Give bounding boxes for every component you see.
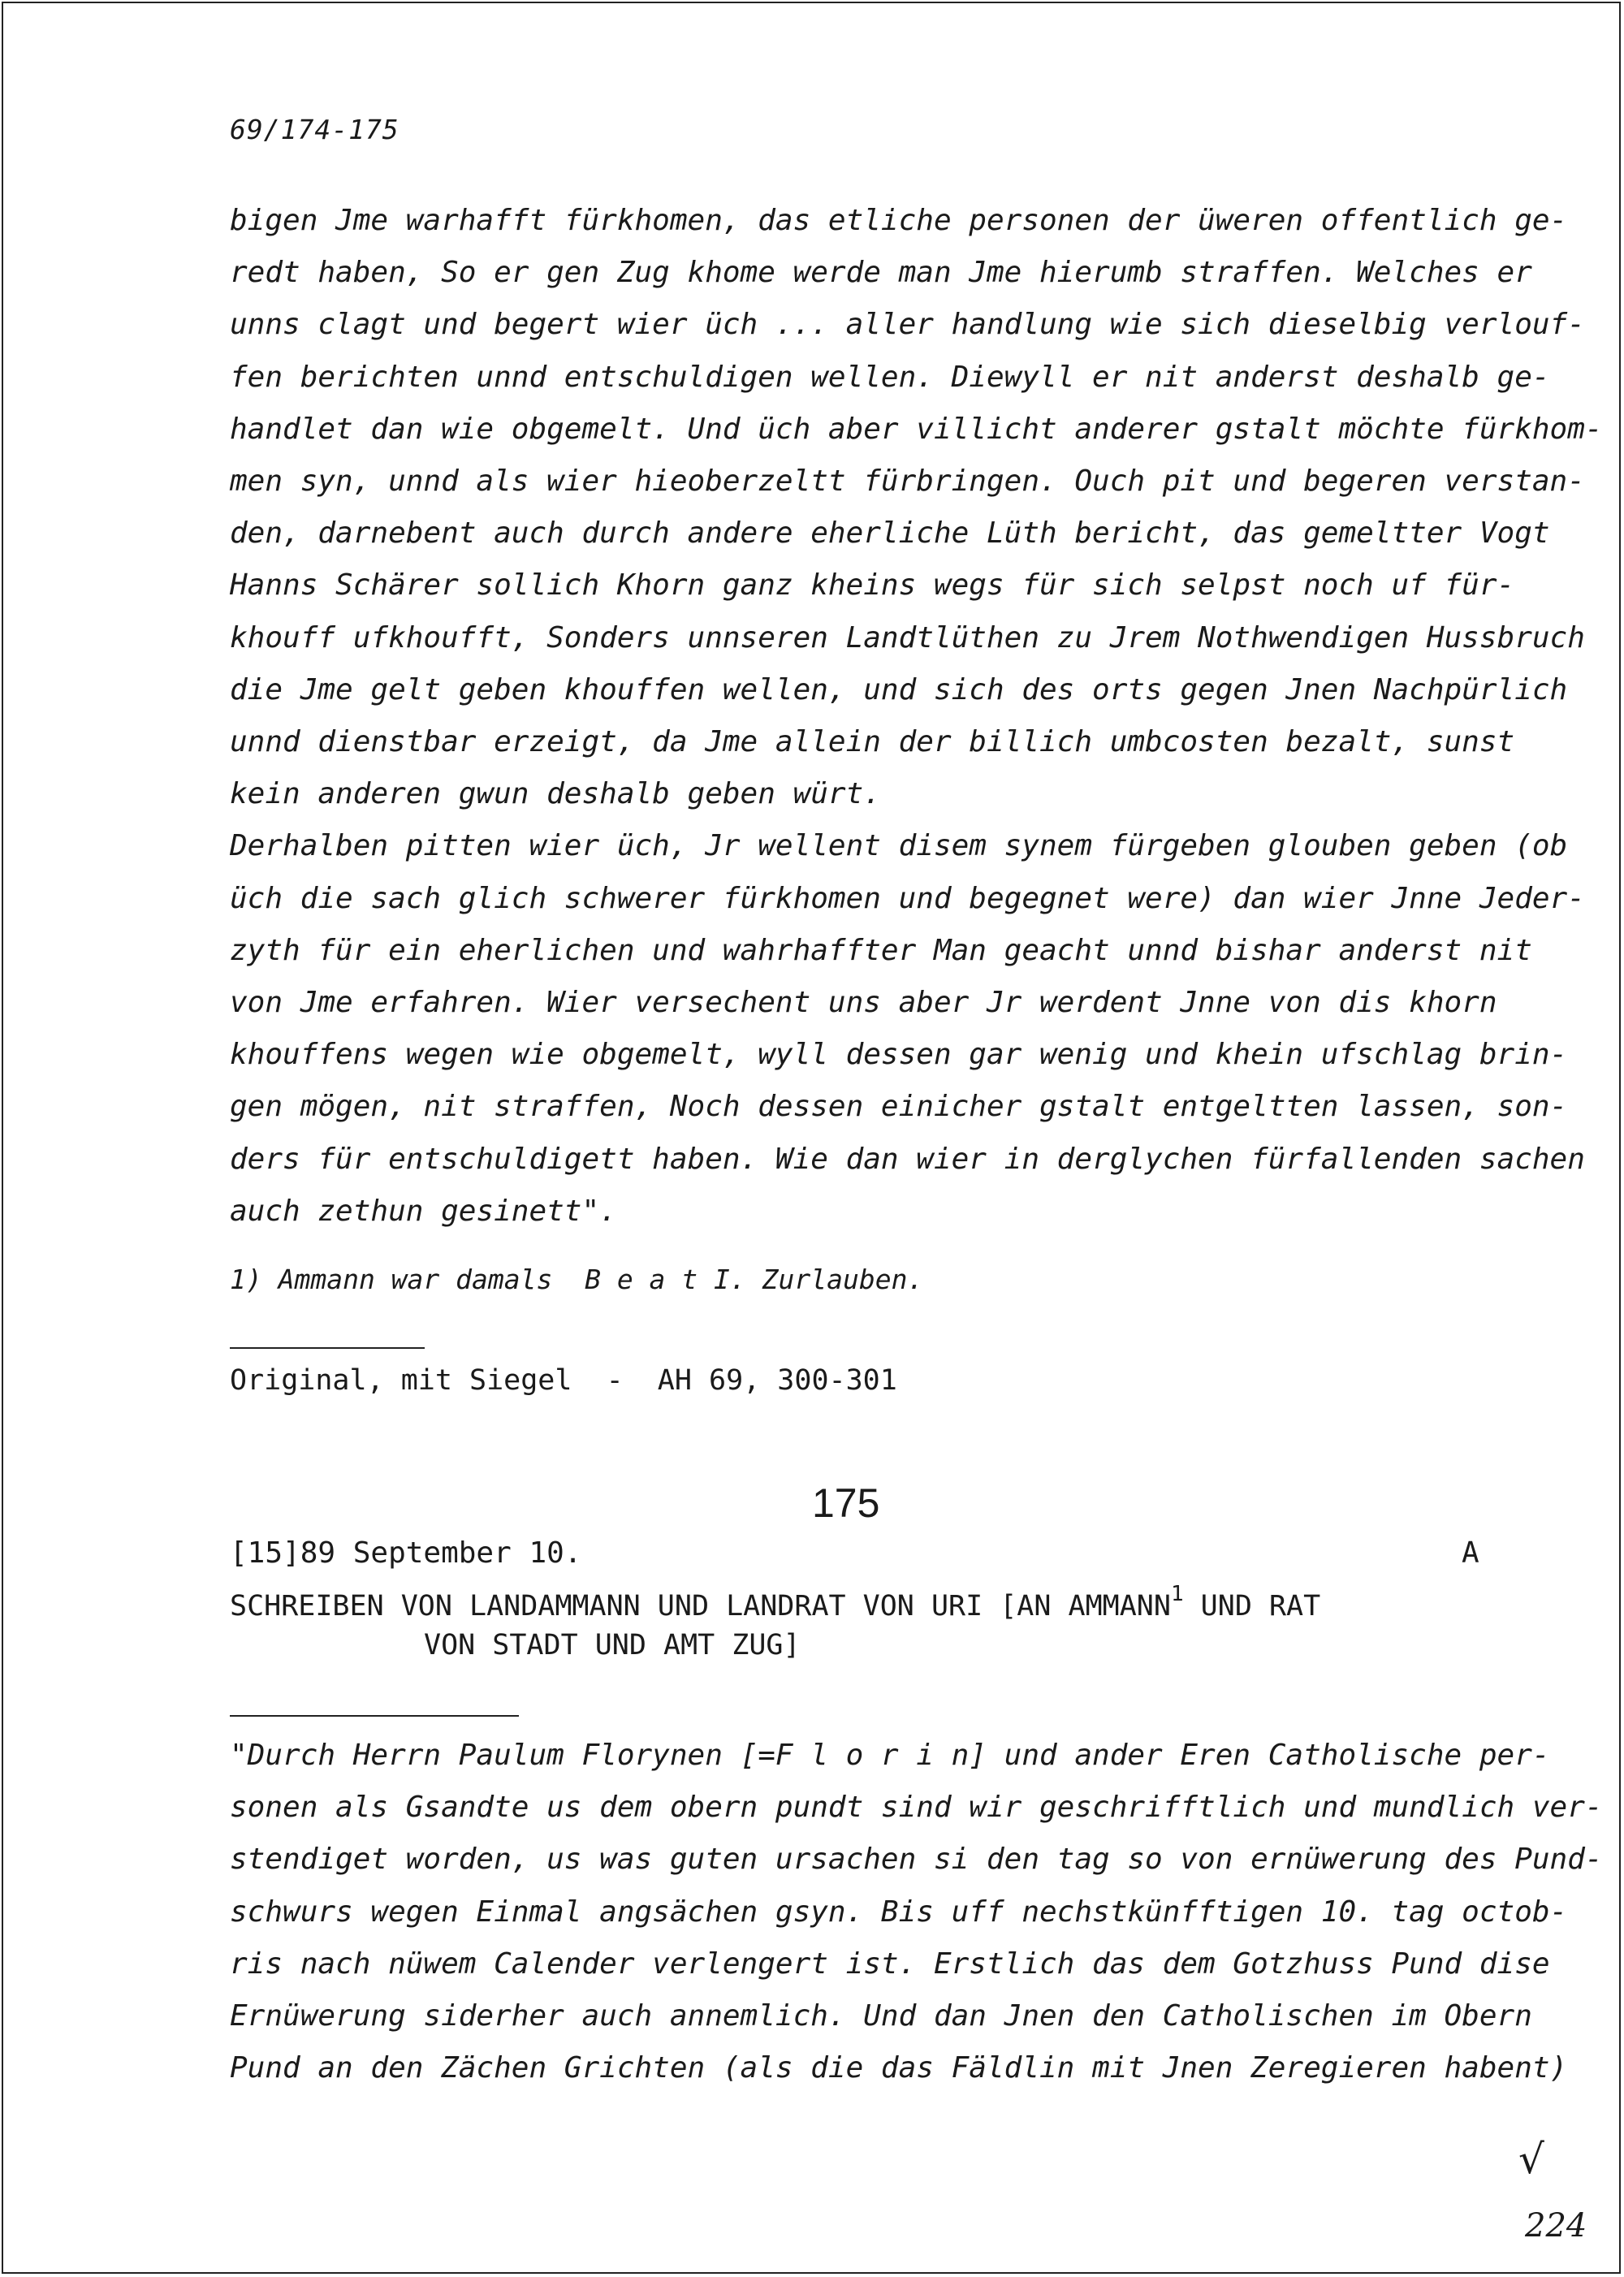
footnote-divider [230, 1347, 425, 1349]
page-reference: 69/174-175 [230, 114, 400, 145]
source-note: Original, mit Siegel - AH 69, 300-301 [230, 1364, 897, 1397]
letter-175-text: "Durch Herrn Paulum Florynen [=F l o r i n] und ander Eren Catholische per- sonen als Gsandte us dem obern pundt sind wir geschrifftlich und mundlich ver- stendiget worden, us was guten ursachen si den tag so von ernüwerung des Pund- schwurs wegen Einmal angsächen gsyn. Bis uff nechstkünfftigen 10. tag octob- ris nach nüwem Calender verlengert ist. Erstlich das dem Gotzhuss Pund dise Ernüwerung siderher auch annemlich. Und dan Jnen den Catholischen im Obern Pund an den Zächen Grichten (als die das Fäldlin mit Jnen Zeregieren habent) [230, 1739, 1603, 2085]
document-number: 175 [812, 1480, 880, 1526]
document-category: A [1462, 1536, 1479, 1570]
footnote-marker: 1 [1170, 1582, 1184, 1606]
document-date: [15]89 September 10. [230, 1536, 582, 1570]
document-title-line-2: VON STADT UND AMT ZUG] [424, 1629, 801, 1661]
title-line-1-end: UND RAT [1183, 1590, 1321, 1622]
check-mark: √ [1518, 2136, 1544, 2183]
footnote: 1) Ammann war damals B e a t I. Zurlauben. [230, 1264, 924, 1295]
title-line-1-text: SCHREIBEN VON LANDAMMANN UND LANDRAT VON URI [AN AMMANN [230, 1590, 1171, 1622]
letter-174-continuation-text: bigen Jme warhafft fürkhomen, das etliche personen der üweren offentlich ge- redt haben, So er gen Zug khome werde man Jme hierumb straffen. Welches er unns clagt und begert wier üch ... aller handlung wie sich dieselbig verlouf- fen berichten unnd entschuldigen wellen. Diewyll er nit anderst deshalb ge- handlet dan wie obgemelt. Und üch aber villicht anderer gstalt möchte fürkhom- men syn, unnd als wier hieoberzeltt fürbringen. Ouch pit und begeren verstan- den, darnebent auch durch andere eherliche Lüth bericht, das gemeltter Vogt Hanns Schärer sollich Khorn ganz kheins wegs für sich selpst noch uf für- khouff ufkhoufft, Sonders unnseren Landtlüthen zu Jrem Nothwendigen Hussbruch die Jme gelt geben khouffen wellen, und sich des orts gegen Jnen Nachpürlich unnd dienstbar erzeigt, da Jme allein der billich umbcosten bezalt, sunst kein anderen gwun deshalb geben würt. Derhalben pitten wier üch, Jr wellent disem synem fürgeben glouben geben (ob üch die sach glich schwerer fürkhomen und begegnet were) dan wier Jnne Jeder- zyth für ein eherlichen und wahrhaffter Man geacht unnd bishar anderst nit von Jme erfahren. Wier versechent uns aber Jr werdent Jnne von dis khorn khouffens wegen wie obgemelt, wyll dessen gar wenig und khein ufschlag brin- gen mögen, nit straffen, Noch dessen einicher gstalt entgeltten lassen, son- ders für entschuldigett haben. Wie dan wier in derglychen fürfallenden sachen auch zethun gesinett". [230, 204, 1603, 1228]
document-title-line-1 [230, 1582, 1321, 1622]
handwritten-page-number: 224 [1525, 2207, 1587, 2245]
title-divider [230, 1715, 519, 1717]
